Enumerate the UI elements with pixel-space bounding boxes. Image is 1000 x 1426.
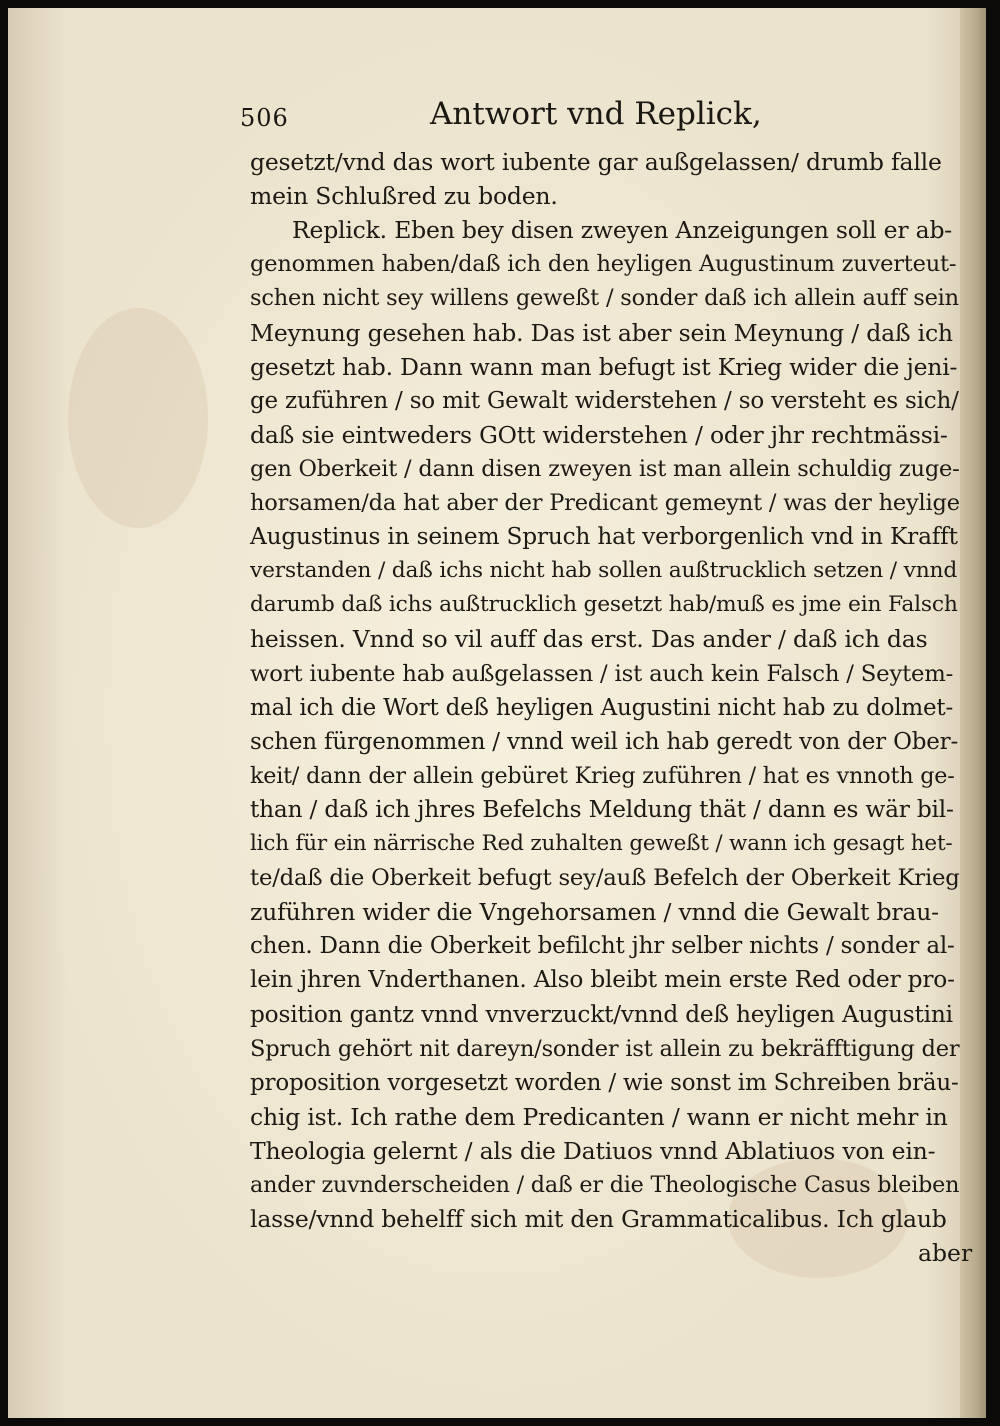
text-line: gen Oberkeit / dann disen zweyen ist man allein schuldig zuge-: [250, 455, 960, 482]
text-line: genommen haben/daß ich den heyligen Augustinum zuverteut-: [250, 251, 957, 278]
text-line: lasse/vnnd behelff sich mit den Grammaticalibus. Ich glaub: [250, 1205, 947, 1234]
text-line: darumb daß ichs außtrucklich gesetzt hab/muß es jme ein Falsch: [250, 592, 958, 618]
text-line: lich für ein närrische Red zuhalten geweßt / wann ich gesagt het-: [250, 831, 953, 856]
book-page: [8, 8, 986, 1418]
text-line: than / daß ich jhres Befelchs Meldung thät / dann es wär bil-: [250, 795, 954, 823]
text-line: lein jhren Vnderthanen. Also bleibt mein erste Red oder pro-: [250, 966, 955, 994]
text-line: heissen. Vnnd so vil auff das erst. Das ander / daß ich das: [250, 625, 928, 654]
text-line: daß sie eintweders GOtt widerstehen / oder jhr rechtmässi-: [250, 420, 948, 449]
text-line: verstanden / daß ichs nicht hab sollen außtrucklich setzen / vnnd: [250, 558, 958, 584]
text-line: horsamen/da hat aber der Predicant gemeynt / was der heylige: [250, 490, 960, 516]
text-line: gesetzt/vnd das wort iubente gar außgelassen/ drumb falle: [250, 148, 942, 176]
text-line: proposition vorgesetzt worden / wie sonst im Schreiben bräu-: [250, 1069, 959, 1096]
paper-stain: [68, 308, 208, 528]
text-line: keit/ dann der allein gebüret Krieg zuführen / hat es vnnoth ge-: [250, 762, 955, 789]
text-line: mein Schlußred zu boden.: [250, 182, 558, 211]
text-line: ge zuführen / so mit Gewalt widerstehen / so versteht es sich/: [250, 387, 959, 414]
page-header: [240, 96, 840, 136]
running-title: Antwort vnd Replick,: [430, 96, 762, 132]
text-line: position gantz vnnd vnverzuckt/vnnd deß heyligen Augustini: [250, 1000, 953, 1028]
page-number: 506: [240, 104, 289, 132]
catchword: aber: [918, 1239, 973, 1268]
page-edge-shadow: [960, 8, 986, 1418]
text-line: schen fürgenommen / vnnd weil ich hab geredt von der Ober-: [250, 728, 959, 755]
text-line: chig ist. Ich rathe dem Predicanten / wann er nicht mehr in: [250, 1102, 948, 1131]
text-line: Meynung gesehen hab. Das ist aber sein Meynung / daß ich: [250, 318, 953, 347]
text-line: zuführen wider die Vngehorsamen / vnnd die Gewalt brau-: [250, 898, 939, 927]
text-line: ander zuvnderscheiden / daß er die Theologische Casus bleiben: [250, 1172, 960, 1198]
text-line: Theologia gelernt / als die Datiuos vnnd Ablatiuos von ein-: [250, 1136, 936, 1165]
text-line: schen nicht sey willens geweßt / sonder daß ich allein auff sein: [250, 285, 959, 312]
text-line: chen. Dann die Oberkeit befilcht jhr selber nichts / sonder al-: [250, 933, 955, 960]
text-line: Augustinus in seinem Spruch hat verborgenlich vnd in Krafft: [250, 523, 958, 551]
text-line: Replick. Eben bey disen zweyen Anzeigungen soll er ab-: [292, 216, 953, 245]
text-line: mal ich die Wort deß heyligen Augustini nicht hab zu dolmet-: [250, 694, 954, 721]
text-line: Spruch gehört nit dareyn/sonder ist allein zu bekräfftigung der: [250, 1035, 960, 1062]
text-line: te/daß die Oberkeit befugt sey/auß Befelch der Oberkeit Krieg: [250, 865, 960, 892]
text-line: wort iubente hab außgelassen / ist auch kein Falsch / Seytem-: [250, 660, 954, 687]
text-line: gesetzt hab. Dann wann man befugt ist Krieg wider die jeni-: [250, 352, 958, 381]
